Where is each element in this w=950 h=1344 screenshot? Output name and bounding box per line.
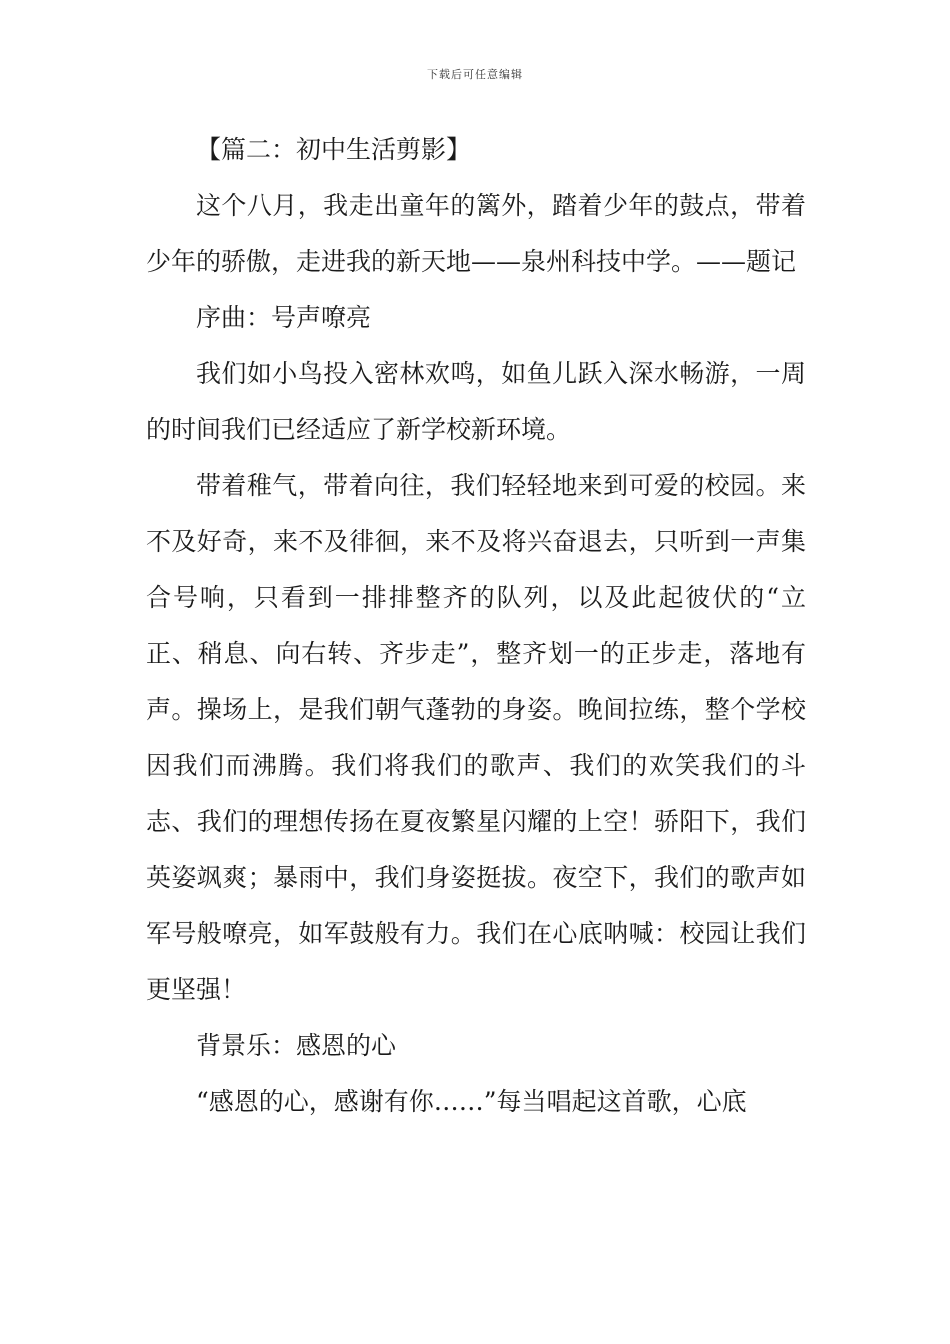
paragraph-military-training: 带着稚气，带着向往，我们轻轻地来到可爱的校园。来不及好奇，来不及徘徊，来不及将兴奋退去，只听到一声集合号响，只看到一排排整齐的队列，以及此起彼伏的“立正、稍息、向右转、齐步走”，整齐划一的正步走，落地有声。操场上，是我们朝气蓬勃的身姿。晚间拉练，整个学校因我们而沸腾。我们将我们的歌声、我们的欢笑我们的斗志、我们的理想传扬在夏夜繁星闪耀的上空！骄阳下，我们英姿飒爽；暴雨中，我们身姿挺拔。夜空下，我们的歌声如军号般嘹亮，如军鼓般有力。我们在心底呐喊：校园让我们更坚强！ bbox=[146, 471, 806, 1004]
page-header-note: 下载后可任意编辑 bbox=[427, 68, 523, 81]
paragraph-grateful-heart: “感恩的心，感谢有你……”每当唱起这首歌，心底 bbox=[196, 1087, 747, 1116]
paragraph-intro: 这个八月，我走出童年的篱外，踏着少年的鼓点，带着少年的骄傲，走进我的新天地——泉州科技中学。——题记 bbox=[146, 191, 806, 276]
subheading-background-music: 背景乐：感恩的心 bbox=[196, 1031, 397, 1060]
document-body bbox=[146, 122, 806, 1130]
subheading-prelude: 序曲：号声嘹亮 bbox=[196, 303, 372, 332]
section-title: 【篇二：初中生活剪影】 bbox=[196, 135, 472, 164]
paragraph-adaptation: 我们如小鸟投入密林欢鸣，如鱼儿跃入深水畅游，一周的时间我们已经适应了新学校新环境。 bbox=[146, 359, 806, 444]
